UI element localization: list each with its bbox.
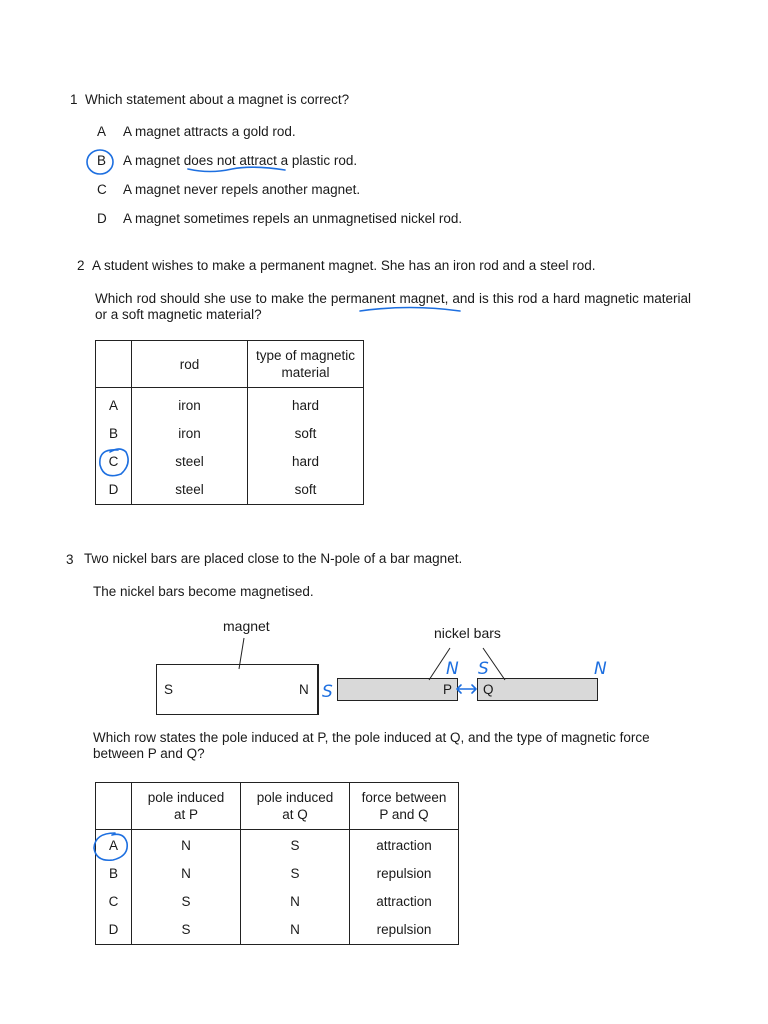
row-letter: A — [108, 838, 118, 853]
option-letter: A — [97, 124, 107, 139]
question-text: Which row states the pole induced at P, the pole induced at Q, and the type of magnetic force between P and Q? — [93, 730, 650, 761]
magnet-label: magnet — [223, 618, 270, 634]
question-number: 2 — [77, 258, 85, 273]
option-text: A magnet attracts a gold rod. — [123, 124, 296, 139]
cell-q: N — [290, 894, 300, 909]
cell-force: repulsion — [376, 866, 432, 881]
row-letter: B — [108, 426, 118, 441]
cell-force: attraction — [376, 838, 432, 853]
question-stem: A student wishes to make a permanent magnet. She has an iron rod and a steel rod. — [92, 258, 596, 273]
header-cell: rod — [132, 341, 248, 388]
cell-rod: steel — [175, 482, 204, 497]
question-stem: Two nickel bars are placed close to the N-pole of a bar magnet. — [84, 551, 463, 566]
cell-q: S — [290, 866, 300, 881]
magnet-n-pole: N — [299, 682, 309, 697]
cell-type: hard — [291, 398, 320, 413]
cell-force: attraction — [376, 894, 432, 909]
option-text: A magnet never repels another magnet. — [123, 182, 361, 197]
handwritten-pole: S — [322, 682, 333, 702]
row-letter: C — [108, 454, 119, 469]
pole-q-label: Q — [483, 682, 494, 697]
handwritten-pole: N — [446, 659, 459, 679]
magnet-s-pole: S — [164, 682, 174, 697]
question-stem: Which statement about a magnet is correct? — [85, 92, 350, 107]
question-number: 1 — [70, 92, 78, 107]
row-letter: D — [108, 922, 119, 937]
cell-force: repulsion — [376, 922, 432, 937]
nickel-bars-label: nickel bars — [434, 625, 501, 641]
question-text: Which rod should she use to make the permanent magnet, and is this rod a hard magnetic material or a soft magnetic material? — [95, 291, 691, 322]
row-letter: B — [108, 866, 118, 881]
handwritten-pole: S — [478, 659, 489, 679]
question-line: The nickel bars become magnetised. — [93, 584, 314, 599]
header-cell: force between P and Q — [350, 783, 459, 830]
magnet-leader-line — [239, 638, 244, 669]
cell-p: S — [181, 922, 191, 937]
option-letter: B — [97, 153, 107, 168]
cell-p: N — [181, 838, 191, 853]
cell-p: N — [181, 866, 191, 881]
answer-circle-q2 — [100, 449, 128, 476]
cell-p: S — [181, 894, 191, 909]
cell-type: soft — [294, 426, 317, 441]
row-letter: C — [108, 894, 119, 909]
option-letter: C — [97, 182, 107, 197]
option-text: A magnet sometimes repels an unmagnetised nickel rod. — [123, 211, 463, 226]
underline-annotation — [188, 167, 285, 171]
cell-rod: iron — [178, 398, 201, 413]
option-letter: D — [97, 211, 107, 226]
row-letter: A — [108, 398, 118, 413]
cell-q: N — [290, 922, 300, 937]
cell-rod: iron — [178, 426, 201, 441]
double-arrow-annotation — [457, 685, 476, 693]
header-cell: pole induced at Q — [241, 783, 350, 830]
cell-type: soft — [294, 482, 317, 497]
row-letter: D — [108, 482, 119, 497]
handwritten-pole: N — [594, 659, 607, 679]
answer-circle-q3 — [94, 833, 127, 860]
option-text: A magnet does not attract a plastic rod. — [123, 153, 358, 168]
underline-annotation — [360, 308, 460, 312]
cell-q: S — [290, 838, 300, 853]
question-number: 3 — [66, 552, 74, 567]
header-cell: type of magnetic material — [248, 341, 364, 388]
answer-circle-q1 — [87, 150, 113, 174]
header-cell: pole induced at P — [132, 783, 241, 830]
cell-type: hard — [291, 454, 320, 469]
pole-p-label: P — [443, 682, 453, 697]
cell-rod: steel — [175, 454, 204, 469]
